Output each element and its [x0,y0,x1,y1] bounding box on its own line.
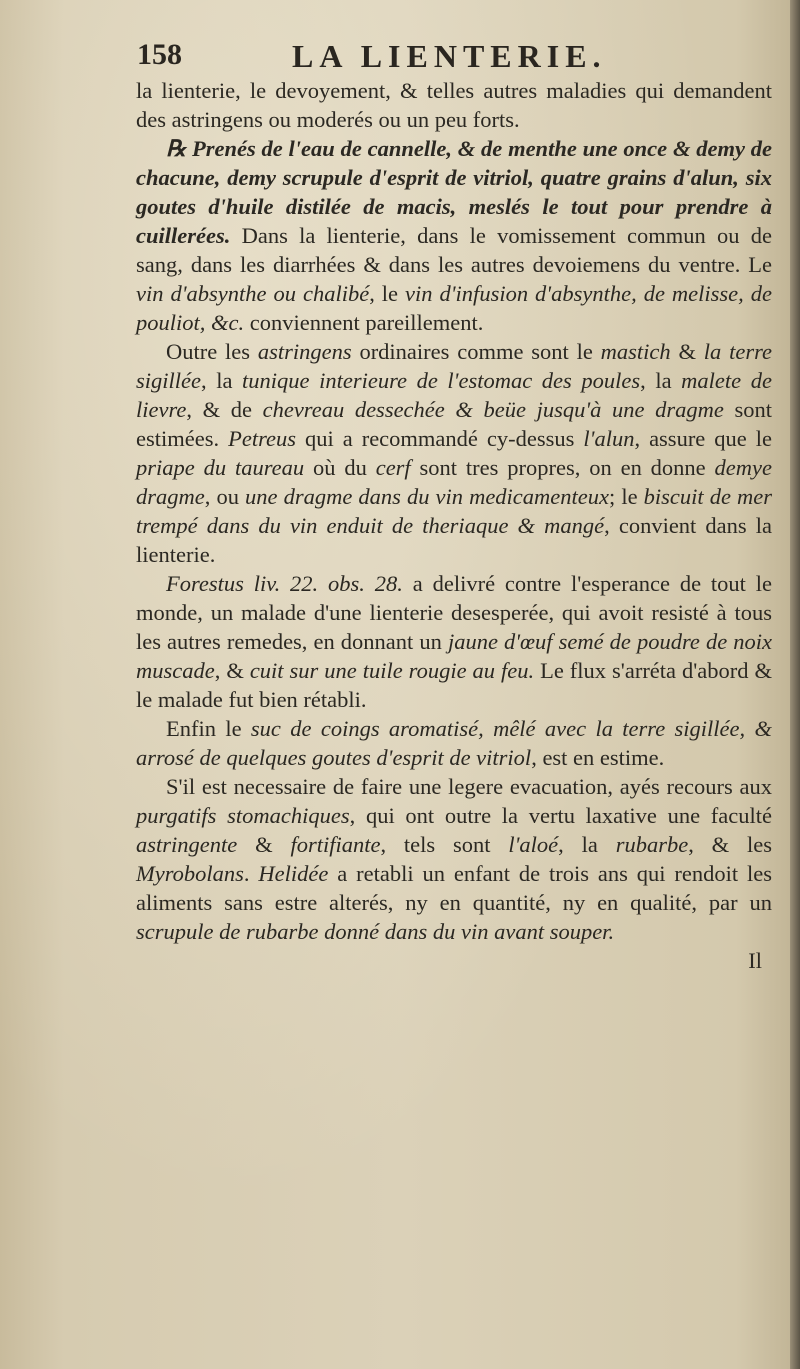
text-run: , le [369,281,406,306]
text-run: , la [640,368,682,393]
paragraph [136,772,772,946]
italic-run: tunique interieure de l'estomac des poules [242,368,641,393]
text-run: & [237,832,291,857]
italic-run: fortifiante [290,832,381,857]
text-run: ordinaires comme sont le [351,339,601,364]
italic-run: Helidée [258,861,329,886]
page-edge [790,0,800,1369]
paragraph [136,714,772,772]
italic-run: cerf [375,455,411,480]
italic-run: l'aloé [508,832,559,857]
text-run: ; le [609,484,644,509]
text-run: , la [200,368,243,393]
italic-run: jaune d'œuf semé de poudre de noix muscade [136,629,772,683]
italic-run: purgatifs stomachiques [136,803,350,828]
catchword [136,946,772,975]
page-number: 158 [137,38,182,71]
catchword-text: Il [748,948,762,973]
paragraph [136,337,772,569]
text-run: , ou [204,484,246,509]
text-run: , & les [688,832,772,857]
text-run: & [670,339,704,364]
italic-run: rubarbe [615,832,689,857]
text-run: conviennent pareillement. [244,310,484,335]
italic-run: astringente [136,832,238,857]
italic-run: suc de coings aromatisé, mêlé avec la terre sigillée, & arrosé de quelques goutes d'esprit de vitriol [136,716,772,770]
text-run: Enfin le [166,716,251,741]
text-run: a retabli un enfant de trois ans qui rendoit les aliments sans estre alterés, ny en quantité, ny en qualité, par un [136,861,772,915]
text-run: a delivré contre l'esperance de tout le monde, un malade d'une lienterie desesperée, qui avoit resisté à tous les autres remedes, en donnant un [136,571,772,654]
text-run: S'il est necessaire de faire une legere evacuation, ayés recours aux [166,774,772,799]
text-run: Le flux s'arréta d'abord & le malade fut bien rétabli. [136,658,773,712]
italic-run: vin d'infusion d'absynthe, de melisse, de pouliot, &c. [136,281,772,335]
text-run: . [243,861,259,886]
running-title: LA LIENTERIE. [292,38,607,74]
italic-run: scrupule de rubarbe donné dans du vin avant souper. [136,919,615,944]
text-run: , la [558,832,616,857]
italic-run: priape du taureau [136,455,305,480]
text-run: , est en estime. [531,745,665,770]
text-run: , assure que le [634,426,772,451]
paragraph [136,569,772,714]
paragraph [136,76,772,134]
text-run: , & [214,658,250,683]
text-run: où du [304,455,376,480]
text-run: , & de [186,397,263,422]
page-header [137,36,657,76]
body-text [136,76,772,975]
text-run: , convient dans la lienterie. [136,513,772,567]
italic-run: Myrobolans [136,861,244,886]
text-run: qui a recommandé cy-dessus [296,426,584,451]
text-run: Dans la lienterie, dans le vomissement commun ou de sang, dans les diarrhées & dans les autres devoiemens du ventre. Le [136,223,772,277]
text-run: Outre les [166,339,258,364]
text-run: la lienterie, le devoyement, & telles autres maladies qui demandent des astringens ou moderés ou un peu forts. [136,78,772,132]
italic-run: demye dragme [136,455,772,509]
text-run: sont estimées. [136,397,772,451]
italic-run: malete de lievre [136,368,772,422]
italic-run: ℞ Prenés de l'eau de cannelle, & de menthe une once & demy de chacune, demy scrupule d'esprit de vitriol, quatre grains d'alun, six goutes d'huile distilée de macis, meslés le tout pour prendre à cuillerées. [136,136,772,248]
italic-run: chevreau dessechée & beüe jusqu'à une dragme [262,397,724,422]
italic-run: la terre sigillée [136,339,772,393]
italic-run: mastich [600,339,671,364]
italic-run: une dragme dans du vin medicamenteux [245,484,610,509]
italic-run: vin d'absynthe ou chalibé [136,281,370,306]
italic-run: biscuit de mer trempé dans du vin enduit de theriaque & mangé [136,484,772,538]
italic-run: astringens [257,339,352,364]
paragraph [136,134,772,337]
italic-run: cuit sur une tuile rougie au feu. [249,658,535,683]
text-run: , tels sont [380,832,509,857]
italic-run: Forestus liv. 22. obs. 28. [166,571,403,596]
text-run: , qui ont outre la vertu laxative une faculté [349,803,772,828]
italic-run: Petreus [228,426,296,451]
text-run: sont tres propres, on en donne [410,455,715,480]
italic-run: l'alun [583,426,635,451]
